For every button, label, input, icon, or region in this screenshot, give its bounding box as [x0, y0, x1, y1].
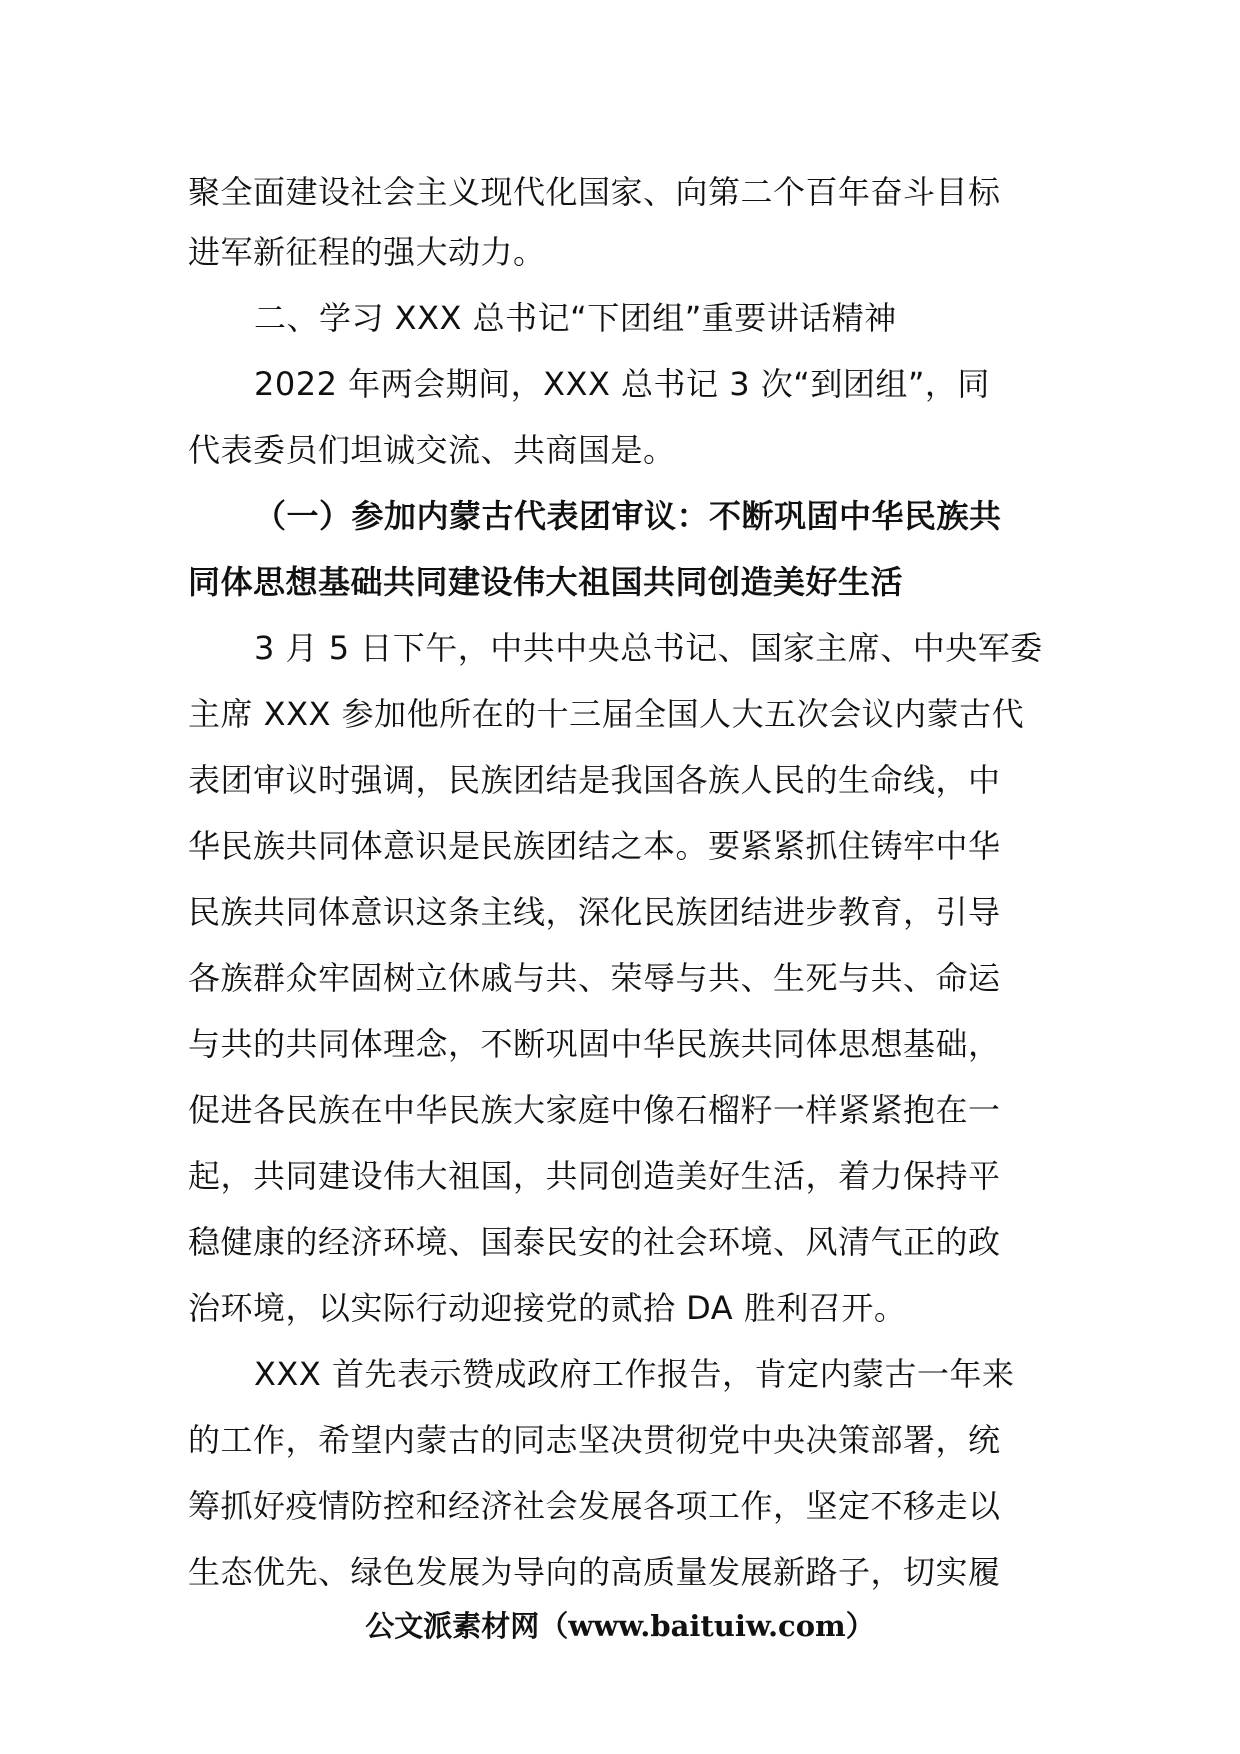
text-line: 生态优先、绿色发展为导向的高质量发展新路子，切实履: [188, 1553, 1001, 1591]
text-line: 民族共同体意识这条主线，深化民族团结进步教育，引导: [188, 893, 1001, 931]
text-line: 表团审议时强调，民族团结是我国各族人民的生命线，中: [188, 761, 1001, 799]
text-line: 进军新征程的强大动力。: [188, 233, 546, 271]
text-line: 2022 年两会期间，XXX 总书记 3 次“到团组”，同: [254, 365, 990, 403]
text-line: 稳健康的经济环境、国泰民安的社会环境、风清气正的政: [188, 1223, 1001, 1261]
text-line: 筹抓好疫情防控和经济社会发展各项工作，坚定不移走以: [188, 1487, 1001, 1525]
text-line: 聚全面建设社会主义现代化国家、向第二个百年奋斗目标: [188, 173, 1001, 211]
text-line: 的工作，希望内蒙古的同志坚决贯彻党中央决策部署，统: [188, 1421, 1001, 1459]
text-line: 治环境，以实际行动迎接党的贰拾 DA 胜利召开。: [188, 1289, 907, 1327]
subsection-heading: （一）参加内蒙古代表团审议：不断巩固中华民族共: [254, 497, 1002, 535]
text-line: 华民族共同体意识是民族团结之本。要紧紧抓住铸牢中华: [188, 827, 1001, 865]
text-line: 起，共同建设伟大祖国，共同创造美好生活，着力保持平: [188, 1157, 1001, 1195]
page-footer-source: 公文派素材网（www.baituiw.com）: [365, 1609, 875, 1643]
text-line: XXX 首先表示赞成政府工作报告，肯定内蒙古一年来: [254, 1355, 1015, 1393]
text-line: 代表委员们坦诚交流、共商国是。: [188, 431, 676, 469]
text-line: 促进各民族在中华民族大家庭中像石榴籽一样紧紧抱在一: [188, 1091, 1001, 1129]
text-line: 3 月 5 日下午，中共中央总书记、国家主席、中央军委: [254, 629, 1043, 667]
subsection-heading: 同体思想基础共同建设伟大祖国共同创造美好生活: [188, 563, 904, 601]
text-line: 与共的共同体理念，不断巩固中华民族共同体思想基础，: [188, 1025, 1001, 1063]
section-heading: 二、学习 XXX 总书记“下团组”重要讲话精神: [254, 299, 897, 337]
text-line: 各族群众牢固树立休戚与共、荣辱与共、生死与共、命运: [188, 959, 1001, 997]
text-line: 主席 XXX 参加他所在的十三届全国人大五次会议内蒙古代: [188, 695, 1025, 733]
